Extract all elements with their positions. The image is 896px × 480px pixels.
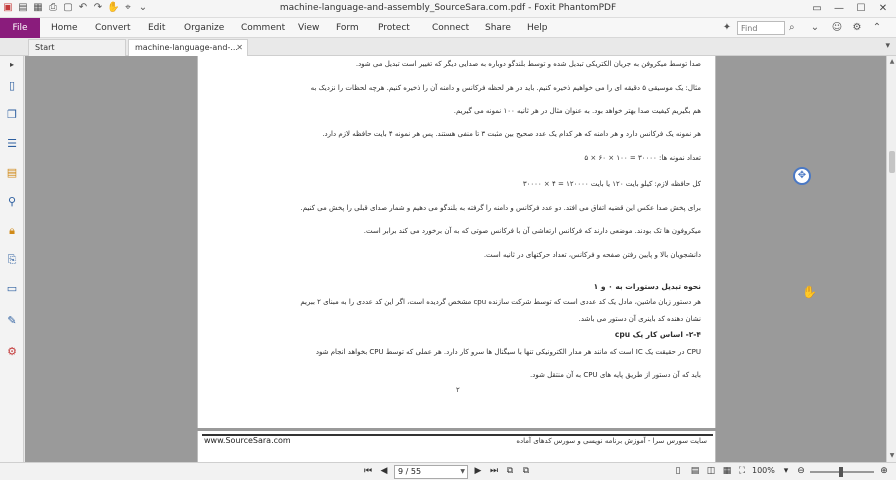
security-lock-icon[interactable]: 🔒︎: [9, 224, 15, 237]
attachment-icon[interactable]: ⚲: [7, 195, 17, 208]
text-line: مثال: یک موسیقی ۵ دقیقه ای را می خواهیم ذخیره کنیم. باید در هر لحظه فرکانس و دامنه آن را ذخیره کنیم. هرچه لحظات را نزدیک به: [310, 84, 701, 92]
section-heading: ۲-۴- اساس کار یک cpu: [614, 330, 701, 339]
menu-connect[interactable]: Connect: [432, 23, 470, 33]
print-icon[interactable]: ⎙: [49, 2, 57, 13]
select-tool-icon[interactable]: ⌖: [125, 2, 131, 13]
previous-page-icon[interactable]: ◀: [380, 466, 388, 476]
last-page-icon[interactable]: ⏭: [489, 466, 499, 476]
find-input[interactable]: [737, 21, 785, 35]
tab-label: Start: [35, 43, 55, 52]
minimize-button[interactable]: —: [834, 3, 844, 14]
text-line: نشان دهنده کد باینری آن دستور می باشد.: [578, 315, 701, 323]
scroll-thumb[interactable]: [889, 151, 895, 173]
window-title: machine-language-and-assembly_SourceSara.com.pdf - Foxit PhantomPDF: [279, 3, 617, 13]
stray-mark: ٢: [456, 386, 460, 394]
tools-icon[interactable]: ✎: [7, 314, 17, 327]
form-field-icon[interactable]: ▭: [6, 282, 18, 295]
tab-document[interactable]: [128, 39, 248, 56]
menu-organize[interactable]: Organize: [184, 23, 225, 33]
signature-icon[interactable]: ⎘: [7, 253, 17, 266]
zoom-in-icon[interactable]: ⊕: [880, 466, 888, 476]
continuous-page-icon[interactable]: ▤: [690, 466, 700, 476]
next-page-icon[interactable]: ▶: [474, 466, 482, 476]
new-icon[interactable]: ▢: [63, 2, 73, 13]
expand-panel-icon[interactable]: ▸: [9, 60, 14, 69]
title-bar: [0, 0, 896, 18]
document-tab-bar: [0, 38, 896, 56]
app-logo-icon: ▣: [3, 2, 13, 13]
vertical-scrollbar[interactable]: [886, 56, 896, 462]
layers-icon[interactable]: ☰: [7, 137, 17, 150]
zoom-slider-knob[interactable]: [839, 467, 843, 477]
customize-icon[interactable]: ⌄: [138, 2, 148, 13]
scroll-down-icon[interactable]: ▼: [889, 452, 895, 459]
previous-view-icon[interactable]: ⧉: [506, 466, 514, 476]
continuous-facing-icon[interactable]: ▦: [722, 466, 732, 476]
menu-form[interactable]: Form: [336, 23, 359, 33]
menu-file[interactable]: File: [0, 18, 40, 38]
text-line: هر نمونه یک فرکانس دارد و هر دامنه که هر کدام یک عدد صحیح بین مثبت ۳ تا منفی هستند. پس هر نمونه ۴ بایت حافظه لازم دارد.: [322, 130, 701, 138]
search-icon[interactable]: ⌕: [789, 22, 795, 33]
maximize-button[interactable]: ☐: [856, 3, 866, 14]
text-line: میکروفون ها تک بودند. موضعی دارند که فرکانس ارتعاشی آن با فرکانس صوتی که به آن برخورد می کند برابر است.: [363, 227, 701, 235]
close-button[interactable]: ✕: [878, 3, 888, 14]
find-options-icon[interactable]: ⌄: [810, 22, 820, 33]
menu-comment[interactable]: Comment: [241, 23, 286, 33]
menu-help[interactable]: Help: [527, 23, 548, 33]
page-number-input[interactable]: [394, 465, 468, 479]
page-number-value: 9 / 55: [398, 467, 422, 476]
settings-icon[interactable]: ⚙: [852, 22, 862, 33]
open-icon[interactable]: ▤: [18, 2, 28, 13]
text-line: هر دستور زبان ماشین، مادل یک کد عددی است که توسط شرکت سازنده cpu مشخص گردیده است، اگر این کد عددی را به مبنای ۲ ببریم: [300, 298, 701, 306]
single-page-icon[interactable]: ▯: [675, 466, 681, 476]
tab-label: machine-language-and-...: [135, 43, 238, 52]
menu-bar: [0, 18, 896, 38]
next-view-icon[interactable]: ⧉: [522, 466, 530, 476]
tab-list-icon[interactable]: ▾: [885, 41, 890, 51]
first-page-icon[interactable]: ⏮: [363, 466, 373, 476]
text-line: تعداد نمونه ها: ۳۰۰۰۰ = ۱۰۰ × ۶۰ × ۵: [584, 154, 701, 162]
pages-icon[interactable]: ❐: [7, 108, 17, 121]
text-line: CPU در حقیقت یک IC است که مانند هر مدار الکترونیکی تنها با سیگنال ها سرو کار دارد. هر عملی که توسط CPU بخواهد انجام شود: [315, 348, 701, 356]
save-icon[interactable]: ▦: [33, 2, 43, 13]
lightbulb-icon[interactable]: ✦: [722, 22, 732, 33]
navigation-wheel-icon[interactable]: ✥: [793, 167, 811, 185]
ribbon-toggle-icon[interactable]: ▭: [812, 3, 822, 14]
collapse-ribbon-icon[interactable]: ⌃: [872, 22, 882, 33]
pdf-page: [197, 56, 716, 428]
status-bar: [0, 462, 896, 480]
fullscreen-icon[interactable]: ⛶: [738, 466, 746, 476]
scroll-up-icon[interactable]: ▲: [889, 58, 895, 65]
hand-tool-icon[interactable]: ✋: [107, 2, 120, 13]
pdf-page-footer: [197, 431, 716, 462]
zoom-level[interactable]: 100%: [752, 466, 775, 475]
user-icon[interactable]: ☺: [831, 22, 843, 33]
text-line: کل حافظه لازم: کیلو بایت ۱۲۰ یا بایت ۱۲۰۰۰۰ = ۴ × ۳۰۰۰۰: [522, 180, 701, 188]
tab-start[interactable]: [28, 39, 126, 56]
menu-convert[interactable]: Convert: [95, 23, 131, 33]
menu-edit[interactable]: Edit: [148, 23, 166, 33]
menu-protect[interactable]: Protect: [378, 23, 410, 33]
undo-icon[interactable]: ↶: [78, 2, 88, 13]
text-line: برای پخش صدا عکس این قضیه اتفاق می افتد. دو عدد فرکانس و دامنه را گرفته به بلندگو می دهیم و شمار صدای قبلی را پخش می کنیم.: [300, 204, 701, 212]
redo-icon[interactable]: ↷: [93, 2, 103, 13]
text-line: صدا توسط میکروفن به جریان الکتریکی تبدیل شده و توسط بلندگو دوباره به صدایی دیگر که تغییر است تبدیل می شود.: [355, 60, 701, 68]
page-dropdown-icon[interactable]: ▼: [460, 468, 465, 475]
navigation-panel: [0, 56, 24, 462]
text-line: دانشجویان بالا و پایین رفتن صفحه و فرکانس، تعداد حرکتهای در ثانیه است.: [483, 251, 701, 259]
hand-cursor-icon: ✋: [802, 285, 817, 299]
menu-share[interactable]: Share: [485, 23, 511, 33]
section-heading: نحوه تبدیل دستورات به ۰ و ۱: [593, 282, 701, 291]
content-icon[interactable]: ⚙: [7, 345, 17, 358]
zoom-dropdown-icon[interactable]: ▾: [783, 466, 789, 476]
footer-website: www.SourceSara.com: [204, 436, 291, 445]
footer-text: سایت سورس سرا - آموزش برنامه نویسی و سورس کدهای آماده: [516, 437, 707, 445]
close-tab-icon[interactable]: ✕: [236, 43, 243, 52]
bookmark-icon[interactable]: ▯: [8, 79, 16, 92]
zoom-out-icon[interactable]: ⊖: [797, 466, 805, 476]
comments-icon[interactable]: ▤: [6, 166, 18, 179]
menu-home[interactable]: Home: [51, 23, 78, 33]
window-controls: [808, 1, 892, 16]
menu-view[interactable]: View: [298, 23, 320, 33]
facing-page-icon[interactable]: ◫: [706, 466, 716, 476]
text-line: هم بگیریم کیفیت صدا بهتر خواهد بود. به عنوان مثال در هر ثانیه ۱۰۰ نمونه می گیریم.: [453, 107, 701, 115]
text-line: باید که آن دستور از طریق پایه های CPU به آن منتقل شود.: [530, 371, 701, 379]
